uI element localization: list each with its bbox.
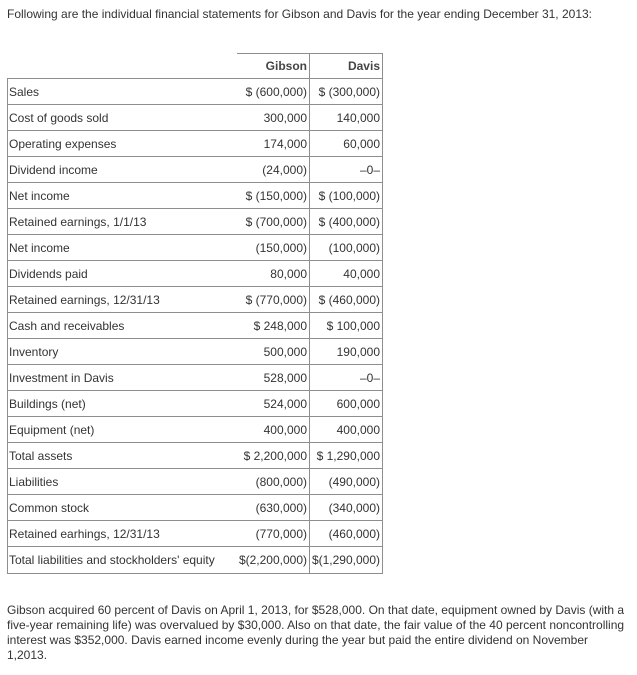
- financial-statements-table: [7, 53, 383, 574]
- row-label: Retained earnings, 12/31/13: [8, 287, 237, 313]
- table-row: [8, 105, 383, 131]
- gibson-value: (770,000): [237, 521, 310, 547]
- table-row: [8, 339, 383, 365]
- gibson-value: 300,000: [237, 105, 310, 131]
- table-row: [8, 183, 383, 209]
- davis-value: $ 100,000: [310, 313, 383, 339]
- davis-value: 190,000: [310, 339, 383, 365]
- column-header-gibson: Gibson: [237, 54, 310, 79]
- table-row: [8, 313, 383, 339]
- intro-paragraph: Following are the individual financial statements for Gibson and Davis for the year ending December 31, 2013:: [7, 7, 592, 21]
- gibson-value: $ (700,000): [237, 209, 310, 235]
- davis-value: (460,000): [310, 521, 383, 547]
- table-row: [8, 391, 383, 417]
- davis-value: $ (300,000): [310, 79, 383, 105]
- header-blank-cell: [8, 54, 237, 79]
- table-row: [8, 209, 383, 235]
- gibson-value: 400,000: [237, 417, 310, 443]
- davis-value: 600,000: [310, 391, 383, 417]
- gibson-value: 524,000: [237, 391, 310, 417]
- outro-paragraph: Gibson acquired 60 percent of Davis on April 1, 2013, for $528,000. On that date, equipment owned by Davis (with a five-year remaining life) was overvalued by $30,000. Also on that date, the fair value of the 40 percent noncontrolling interest was $352,000. Davis earned income evenly during the year but paid the entire dividend on November 1,2013.: [7, 603, 625, 662]
- davis-value: 40,000: [310, 261, 383, 287]
- row-label: Net income: [8, 183, 237, 209]
- row-label: Buildings (net): [8, 391, 237, 417]
- davis-value: $ 1,290,000: [310, 443, 383, 469]
- gibson-value: 500,000: [237, 339, 310, 365]
- gibson-value: $ 2,200,000: [237, 443, 310, 469]
- gibson-value: 174,000: [237, 131, 310, 157]
- davis-value: 400,000: [310, 417, 383, 443]
- table-row: [8, 131, 383, 157]
- davis-value: 60,000: [310, 131, 383, 157]
- davis-value: $ (100,000): [310, 183, 383, 209]
- gibson-value: 528,000: [237, 365, 310, 391]
- row-label: Investment in Davis: [8, 365, 237, 391]
- gibson-value: $ 248,000: [237, 313, 310, 339]
- table-row: [8, 521, 383, 547]
- davis-value: 140,000: [310, 105, 383, 131]
- gibson-value: (800,000): [237, 469, 310, 495]
- row-label: Net income: [8, 235, 237, 261]
- row-label: Total liabilities and stockholders' equity: [8, 547, 237, 574]
- gibson-value: $(2,200,000): [237, 547, 310, 574]
- row-label: Dividends paid: [8, 261, 237, 287]
- gibson-value: $ (150,000): [237, 183, 310, 209]
- row-label: Dividend income: [8, 157, 237, 183]
- davis-value: $ (400,000): [310, 209, 383, 235]
- row-label: Inventory: [8, 339, 237, 365]
- gibson-value: (150,000): [237, 235, 310, 261]
- row-label: Cost of goods sold: [8, 105, 237, 131]
- row-label: Retained earhings, 12/31/13: [8, 521, 237, 547]
- table-row: [8, 547, 383, 574]
- table-row: [8, 79, 383, 105]
- row-label: Sales: [8, 79, 237, 105]
- row-label: Cash and receivables: [8, 313, 237, 339]
- davis-value: $ (460,000): [310, 287, 383, 313]
- gibson-value: $ (600,000): [237, 79, 310, 105]
- table-row: [8, 365, 383, 391]
- gibson-value: (24,000): [237, 157, 310, 183]
- davis-value: $(1,290,000): [310, 547, 383, 574]
- gibson-value: $ (770,000): [237, 287, 310, 313]
- table-row: [8, 417, 383, 443]
- row-label: Equipment (net): [8, 417, 237, 443]
- table-row: [8, 235, 383, 261]
- column-header-davis: Davis: [310, 54, 383, 79]
- row-label: Common stock: [8, 495, 237, 521]
- davis-value: –0–: [310, 157, 383, 183]
- gibson-value: 80,000: [237, 261, 310, 287]
- davis-value: –0–: [310, 365, 383, 391]
- table-row: [8, 261, 383, 287]
- table-row: [8, 495, 383, 521]
- table-row: [8, 443, 383, 469]
- row-label: Liabilities: [8, 469, 237, 495]
- row-label: Operating expenses: [8, 131, 237, 157]
- davis-value: (100,000): [310, 235, 383, 261]
- row-label: Total assets: [8, 443, 237, 469]
- table-row: [8, 469, 383, 495]
- table-header-row: [8, 54, 383, 79]
- davis-value: (490,000): [310, 469, 383, 495]
- gibson-value: (630,000): [237, 495, 310, 521]
- davis-value: (340,000): [310, 495, 383, 521]
- table-row: [8, 287, 383, 313]
- table-row: [8, 157, 383, 183]
- row-label: Retained earnings, 1/1/13: [8, 209, 237, 235]
